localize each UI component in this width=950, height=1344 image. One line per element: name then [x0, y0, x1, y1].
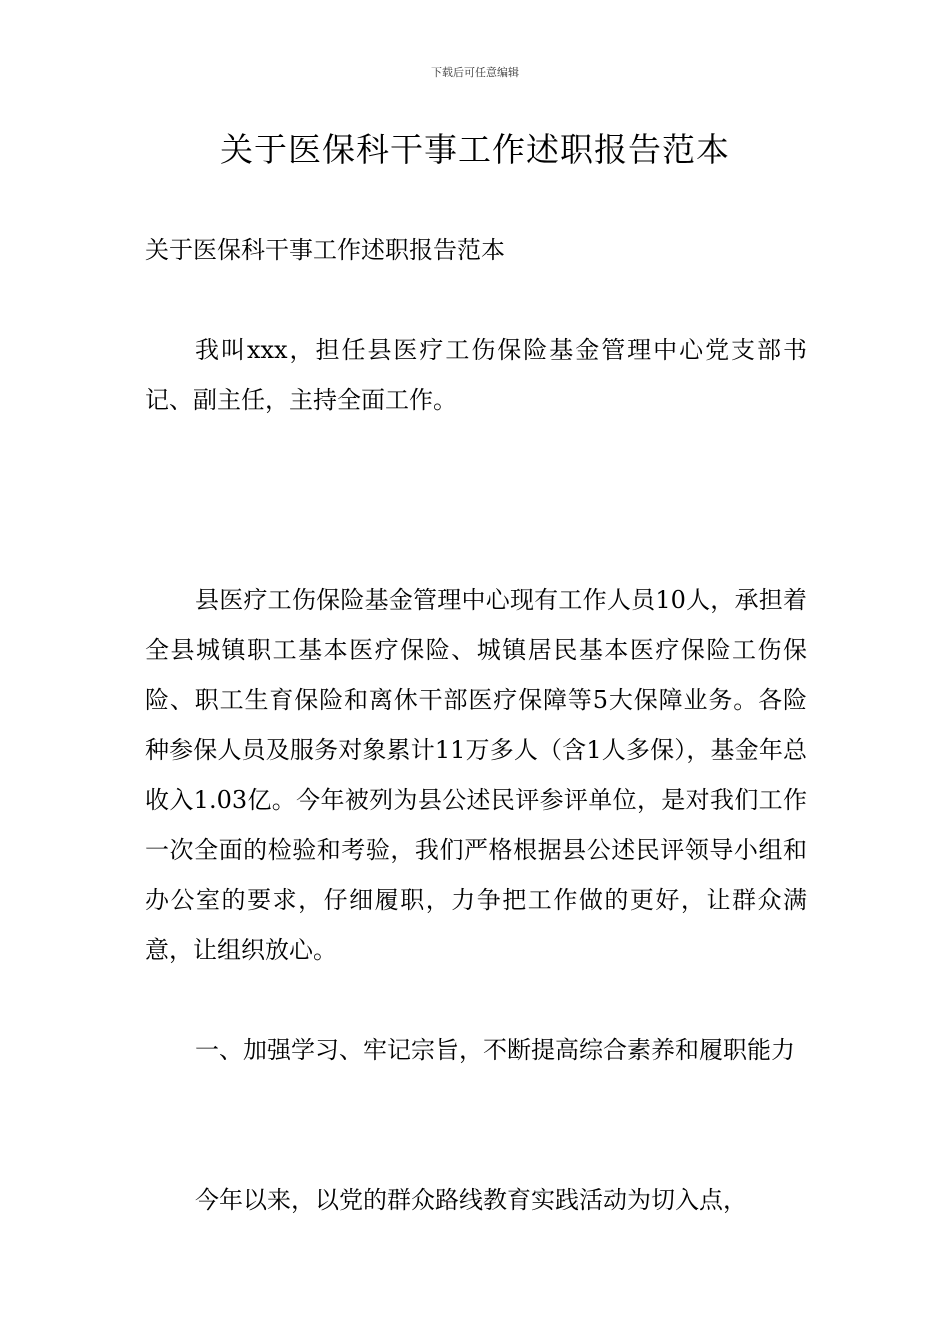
paragraph-section-one: 今年以来，以党的群众路线教育实践活动为切入点， [195, 1186, 747, 1214]
paragraph-center-overview: 县医疗工伤保险基金管理中心现有工作人员10人，承担着全县城镇职工基本医疗保险、城镇居民基本医疗保险工伤保险、职工生育保险和离休干部医疗保障等5大保障业务。各险种参保人员及服务对象累计11万多人（含1人多保），基金年总收入1.03亿。今年被列为县公述民评参评单位，是对我们工作一次全面的检验和考验，我们严格根据县公述民评领导小组和办公室的要求，仔细履职，力争把工作做的更好，让群众满意，让组织放心。 [145, 586, 807, 964]
header-note: 下载后可任意编辑 [431, 66, 519, 79]
document-title: 关于医保科干事工作述职报告范本 [220, 130, 730, 169]
paragraph-intro: 我叫xxx，担任县医疗工伤保险基金管理中心党支部书记、副主任，主持全面工作。 [145, 336, 807, 414]
document-subtitle: 关于医保科干事工作述职报告范本 [145, 236, 505, 264]
section-heading-one: 一、加强学习、牢记宗旨，不断提高综合素养和履职能力 [195, 1036, 795, 1064]
